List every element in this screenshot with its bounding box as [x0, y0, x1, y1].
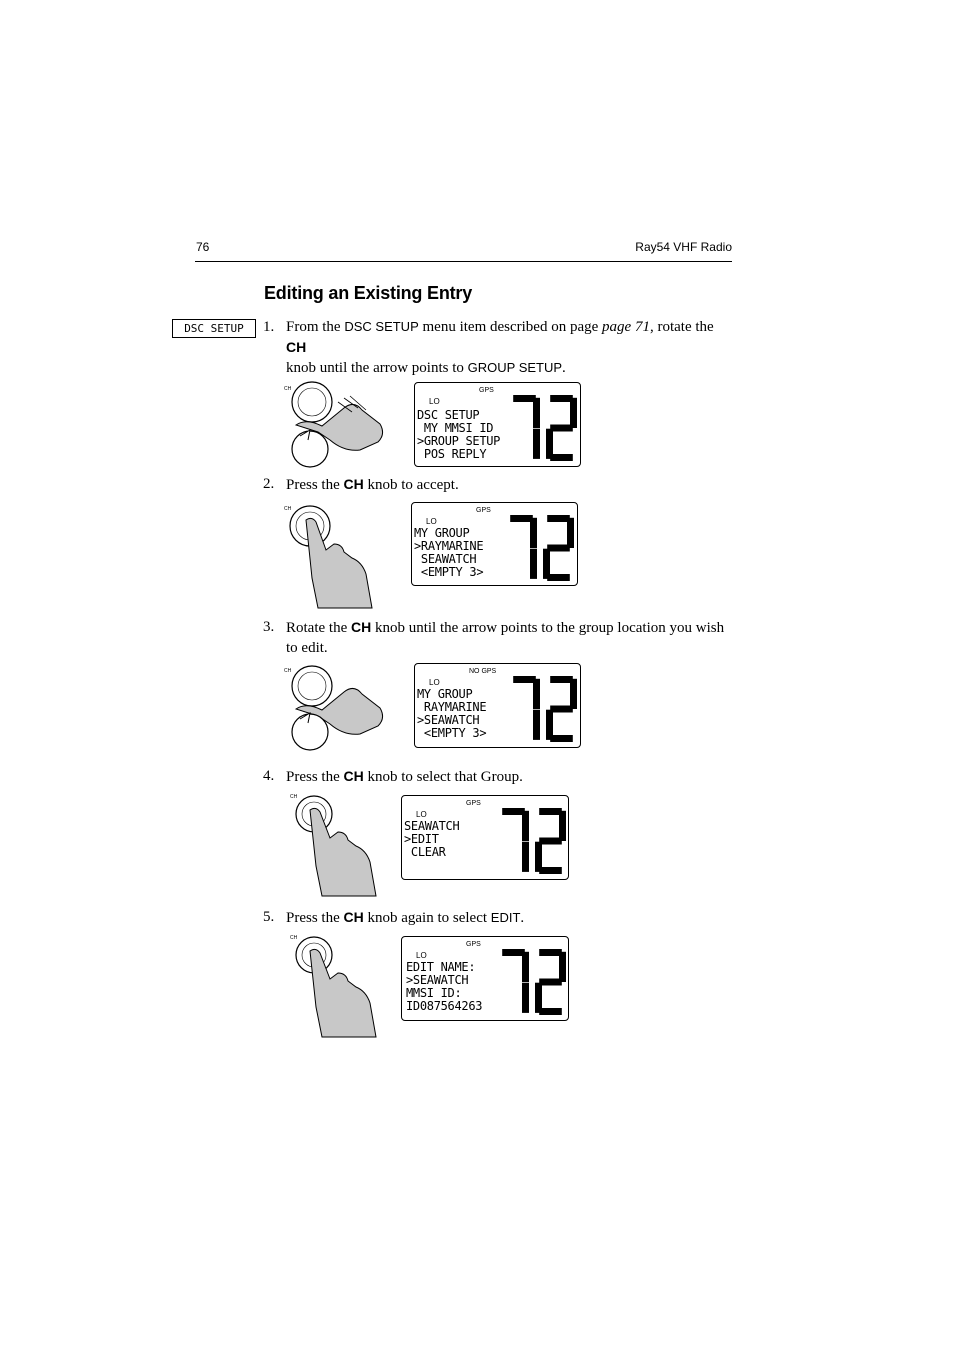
channel-digit-segment	[550, 706, 573, 713]
channel-digit-segment	[559, 811, 566, 841]
channel-digit-segment	[533, 679, 540, 709]
channel-digit-segment	[567, 518, 574, 548]
lcd-line: MY GROUP	[414, 526, 470, 540]
lcd-line: ID087564263	[406, 999, 483, 1013]
channel-digit-segment	[530, 549, 537, 579]
step-3-text: Rotate the CH knob until the arrow points to the group location you wish to edit.	[286, 619, 725, 656]
svg-text:CH: CH	[284, 386, 292, 392]
lcd-line: SEAWATCH	[414, 552, 477, 566]
lo-indicator: LO	[416, 810, 427, 819]
channel-digit-segment	[513, 676, 536, 683]
svg-text:CH: CH	[284, 506, 292, 512]
step-5-text: Press the CH knob again to select EDIT.	[286, 909, 525, 926]
channel-digit-segment	[539, 838, 562, 845]
step-1-number: 1.	[263, 319, 275, 335]
lcd-line: <EMPTY 3>	[414, 565, 484, 579]
channel-digit-segment	[513, 395, 536, 402]
channel-digit-segment	[522, 952, 529, 982]
step-4-text: Press the CH knob to select that Group.	[286, 768, 523, 785]
channel-digit-segment	[502, 949, 525, 956]
channel-digit-segment	[522, 811, 529, 841]
channel-digit-segment	[510, 515, 533, 522]
lcd-line: MY MMSI ID	[417, 421, 494, 435]
section-title: Editing an Existing Entry	[264, 283, 473, 303]
step-4-number: 4.	[263, 768, 275, 784]
channel-digit-segment	[522, 983, 529, 1013]
channel-digit-segment	[550, 735, 573, 742]
lcd-line: MMSI ID:	[406, 986, 462, 1000]
channel-digit-segment	[547, 574, 570, 581]
gps-indicator: GPS	[479, 387, 494, 394]
press-knob-icon	[288, 933, 388, 1045]
step-2-number: 2.	[263, 476, 275, 492]
dsc-setup-sidebar-label: DSC SETUP	[172, 319, 256, 338]
step-5-number: 5.	[263, 909, 275, 925]
lcd-display	[401, 936, 569, 1021]
lo-indicator: LO	[429, 397, 440, 406]
lcd-display	[414, 382, 581, 467]
channel-digit-segment	[550, 454, 573, 461]
svg-text:CH: CH	[290, 935, 298, 941]
channel-digit-segment	[550, 676, 573, 683]
channel-digit-segment	[559, 952, 566, 982]
channel-digit-segment	[533, 398, 540, 428]
channel-digit-segment	[530, 518, 537, 548]
channel-number	[498, 949, 566, 1015]
gps-indicator: GPS	[466, 800, 481, 807]
channel-digit-segment	[539, 979, 562, 986]
channel-digit-segment	[550, 425, 573, 432]
lcd-line: EDIT NAME:	[406, 960, 476, 974]
lcd-line: <EMPTY 3>	[417, 726, 487, 740]
channel-digit-segment	[533, 710, 540, 740]
channel-digit-segment	[539, 808, 562, 815]
page-number: 76	[196, 240, 210, 254]
step-1-text: From the DSC SETUP menu item described on page page 71, rotate the CH knob until the arrow points to GROUP SETUP.	[286, 319, 714, 376]
channel-digit-segment	[570, 679, 577, 709]
lcd-line: MY GROUP	[417, 687, 473, 701]
channel-number	[509, 395, 577, 461]
svg-text:CH: CH	[290, 794, 298, 800]
lcd-line: >SEAWATCH	[406, 973, 469, 987]
rotate-knob-icon	[282, 662, 392, 752]
lcd-display	[401, 795, 569, 880]
channel-digit-segment	[502, 808, 525, 815]
channel-digit-segment	[550, 395, 573, 402]
lcd-display	[411, 502, 578, 586]
press-knob-icon	[288, 792, 388, 904]
lcd-line: >RAYMARINE	[414, 539, 484, 553]
channel-digit-segment	[539, 1008, 562, 1015]
step-3-number: 3.	[263, 619, 275, 635]
svg-text:CH: CH	[284, 668, 292, 674]
channel-digit-segment	[547, 515, 570, 522]
running-header: Ray54 VHF Radio	[635, 240, 732, 254]
lcd-line: CLEAR	[404, 845, 446, 859]
gps-indicator: GPS	[466, 941, 481, 948]
channel-digit-segment	[539, 949, 562, 956]
lcd-line: RAYMARINE	[417, 700, 487, 714]
lo-indicator: LO	[429, 678, 440, 687]
channel-number	[509, 676, 577, 742]
channel-number	[498, 808, 566, 874]
gps-indicator: GPS	[476, 507, 491, 514]
lcd-line: SEAWATCH	[404, 819, 460, 833]
header-rule	[195, 261, 732, 262]
channel-digit-segment	[533, 429, 540, 459]
lcd-line: >SEAWATCH	[417, 713, 480, 727]
gps-indicator: NO GPS	[469, 668, 497, 675]
lcd-line: >EDIT	[404, 832, 439, 846]
lcd-display	[414, 663, 581, 748]
lcd-line: POS REPLY	[417, 447, 487, 461]
lo-indicator: LO	[426, 517, 437, 526]
channel-digit-segment	[570, 398, 577, 428]
channel-digit-segment	[539, 867, 562, 874]
lcd-line: DSC SETUP	[417, 408, 480, 422]
channel-number	[506, 515, 574, 581]
step-2-text: Press the CH knob to accept.	[286, 476, 459, 493]
channel-digit-segment	[522, 842, 529, 872]
lo-indicator: LO	[416, 951, 427, 960]
lcd-line: >GROUP SETUP	[417, 434, 501, 448]
press-knob-icon	[282, 500, 382, 612]
channel-digit-segment	[547, 545, 570, 552]
